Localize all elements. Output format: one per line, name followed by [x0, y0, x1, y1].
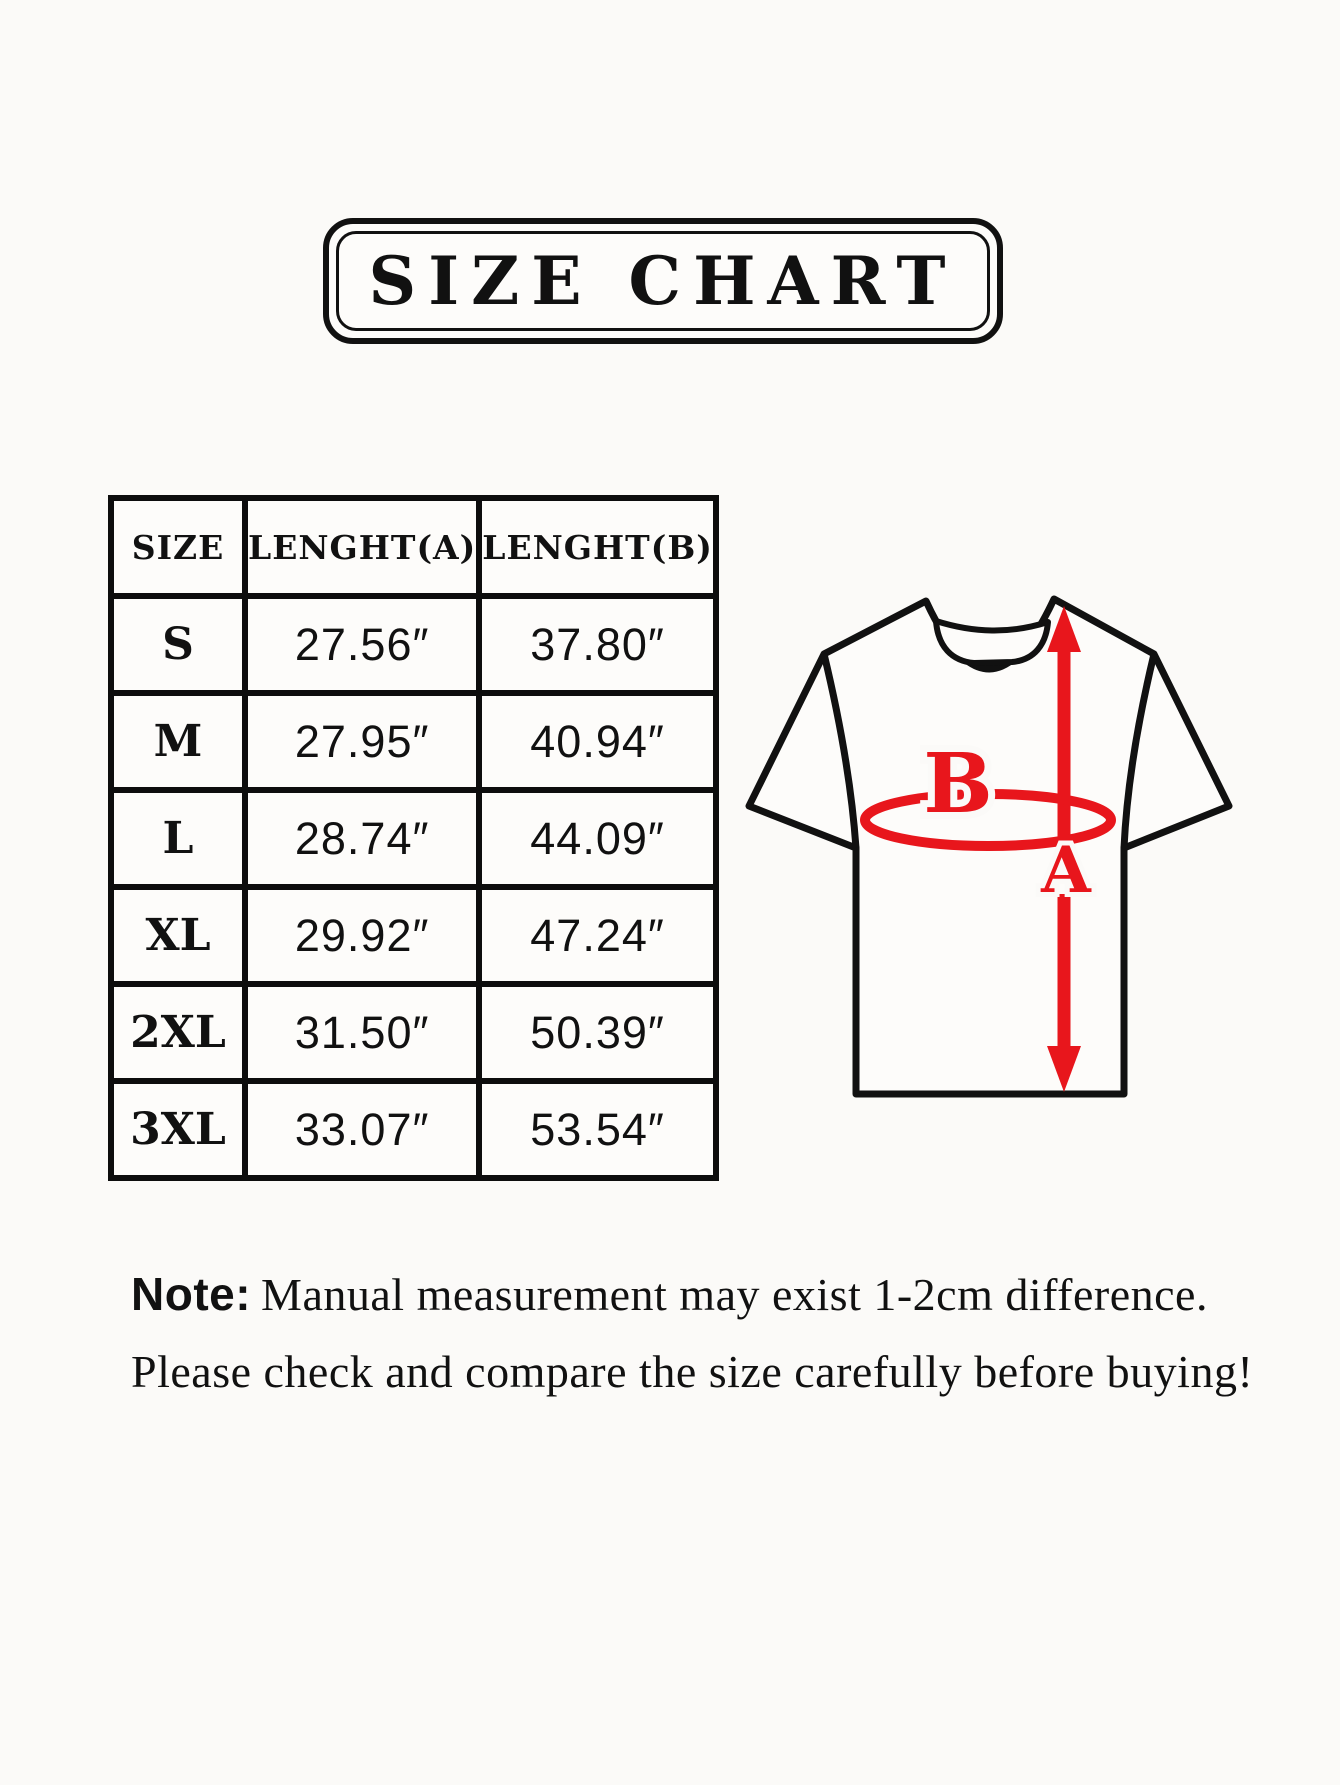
col-header-length-a: LENGHT(A) — [245, 498, 479, 596]
length-b-cell: 53.54″ — [479, 1081, 716, 1178]
size-cell: L — [111, 790, 245, 887]
label-b: B — [923, 736, 993, 832]
neck-opening — [936, 621, 1048, 663]
note-block — [131, 1256, 1281, 1410]
length-a-cell: 29.92″ — [245, 887, 479, 984]
page-title: SIZE CHART — [368, 242, 958, 320]
length-b-cell: 40.94″ — [479, 693, 716, 790]
length-a-cell: 27.56″ — [245, 596, 479, 693]
length-a-cell: 27.95″ — [245, 693, 479, 790]
arrow-a-shaft-top — [1058, 644, 1071, 838]
note-label: Note: — [131, 1268, 252, 1320]
size-cell: S — [111, 596, 245, 693]
size-cell: XL — [111, 887, 245, 984]
title-inner-border — [336, 231, 990, 331]
length-b-cell: 37.80″ — [479, 596, 716, 693]
tshirt-diagram — [735, 552, 1250, 1122]
col-header-size: SIZE — [111, 498, 245, 596]
table-row — [111, 1081, 716, 1178]
length-a-cell: 33.07″ — [245, 1081, 479, 1178]
title-box — [323, 218, 1003, 344]
length-b-cell: 50.39″ — [479, 984, 716, 1081]
size-cell: 3XL — [111, 1081, 245, 1178]
table-row — [111, 984, 716, 1081]
note-line-1-text: Manual measurement may exist 1-2cm difference. — [261, 1269, 1208, 1320]
table-row — [111, 596, 716, 693]
table-row — [111, 887, 716, 984]
table-header-row — [111, 498, 716, 596]
size-table — [108, 495, 719, 1181]
size-cell: M — [111, 693, 245, 790]
size-cell: 2XL — [111, 984, 245, 1081]
label-a: A — [1041, 833, 1091, 908]
note-line-2: Please check and compare the size carefully before buying! — [131, 1346, 1254, 1397]
col-header-length-b: LENGHT(B) — [479, 498, 716, 596]
note-line-1 — [131, 1256, 1281, 1333]
length-b-cell: 44.09″ — [479, 790, 716, 887]
length-a-cell: 28.74″ — [245, 790, 479, 887]
length-a-cell: 31.50″ — [245, 984, 479, 1081]
length-b-cell: 47.24″ — [479, 887, 716, 984]
table-row — [111, 693, 716, 790]
table-row — [111, 790, 716, 887]
arrow-a-shaft-bottom — [1058, 894, 1071, 1052]
